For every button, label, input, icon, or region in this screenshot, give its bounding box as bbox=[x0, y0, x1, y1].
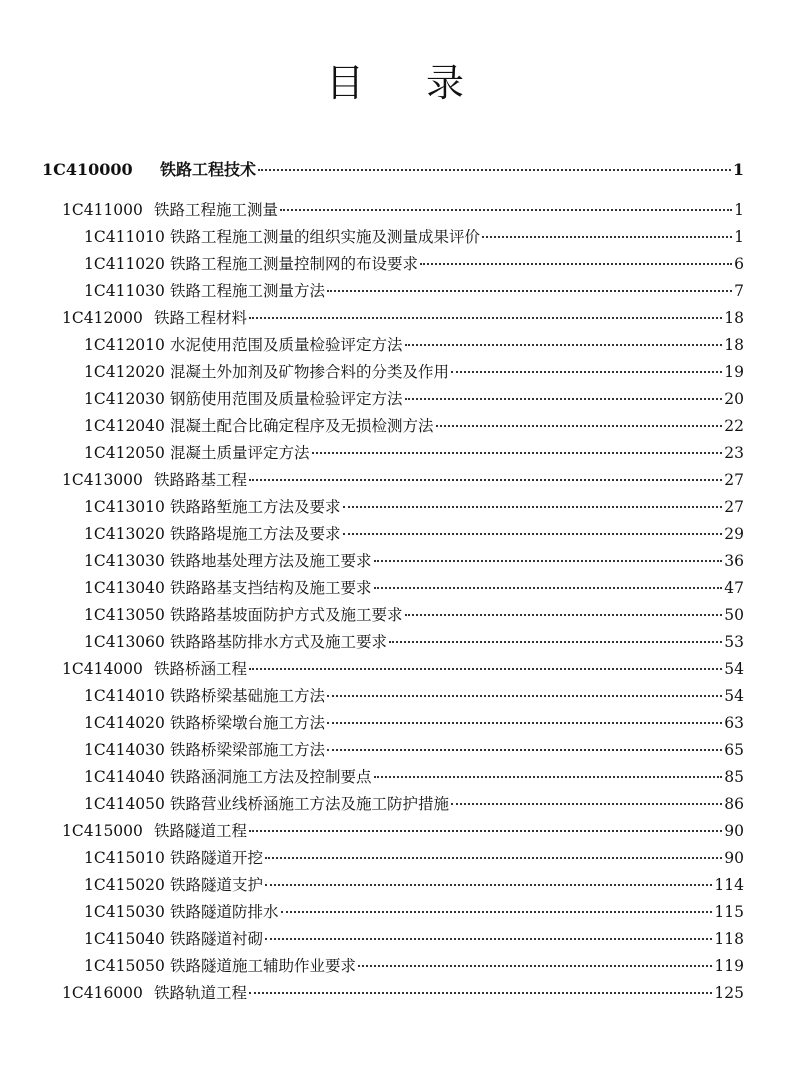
toc-entry-code: 1C414030 bbox=[84, 741, 165, 759]
toc-entry-code: 1C413030 bbox=[84, 552, 165, 570]
dot-leader bbox=[451, 371, 722, 373]
dot-leader bbox=[249, 992, 712, 994]
toc-entry-title: 铁路隧道支护 bbox=[170, 876, 264, 894]
page-title bbox=[0, 52, 790, 107]
toc-entry-code: 1C415030 bbox=[84, 903, 165, 921]
toc-entry[interactable] bbox=[84, 630, 744, 656]
toc-entry[interactable] bbox=[84, 684, 744, 710]
toc-entry-title: 铁路轨道工程 bbox=[154, 984, 248, 1002]
toc-entry-code: 1C413020 bbox=[84, 525, 165, 543]
toc-entry-page: 1 bbox=[734, 201, 744, 219]
toc-entry-title: 铁路桥梁基础施工方法 bbox=[170, 687, 326, 705]
toc-entry-code: 1C412000 bbox=[62, 309, 143, 327]
toc-entry-code: 1C414040 bbox=[84, 768, 165, 786]
dot-leader bbox=[405, 344, 723, 346]
toc-entry[interactable] bbox=[84, 549, 744, 575]
toc-entry[interactable] bbox=[42, 157, 744, 183]
dot-leader bbox=[265, 857, 722, 859]
toc-entry[interactable] bbox=[84, 900, 744, 926]
toc-entry-title: 铁路隧道施工辅助作业要求 bbox=[170, 957, 357, 975]
toc-entry-code: 1C412040 bbox=[84, 417, 165, 435]
dot-leader bbox=[343, 533, 723, 535]
toc-entry[interactable] bbox=[84, 576, 744, 602]
toc-entry-title: 铁路隧道衬砌 bbox=[170, 930, 264, 948]
toc-entry-code: 1C411030 bbox=[84, 282, 165, 300]
toc-entry-code: 1C412020 bbox=[84, 363, 165, 381]
toc-entry-page: 47 bbox=[724, 579, 744, 597]
toc-entry-page: 50 bbox=[724, 606, 744, 624]
toc-entry[interactable] bbox=[84, 441, 744, 467]
toc-entry[interactable] bbox=[84, 387, 744, 413]
toc-entry[interactable] bbox=[62, 819, 744, 845]
toc-entry-title: 铁路隧道工程 bbox=[154, 822, 248, 840]
toc-entry[interactable] bbox=[84, 252, 744, 278]
toc-entry-page: 23 bbox=[724, 444, 744, 462]
dot-leader bbox=[374, 776, 723, 778]
toc-entry-page: 125 bbox=[714, 984, 744, 1002]
dot-leader bbox=[343, 506, 723, 508]
toc-entry-page: 54 bbox=[724, 660, 744, 678]
toc-entry-code: 1C415000 bbox=[62, 822, 143, 840]
toc-entry-page: 20 bbox=[724, 390, 744, 408]
toc-entry-page: 1 bbox=[732, 160, 744, 179]
toc-entry-code: 1C414010 bbox=[84, 687, 165, 705]
toc-entry-page: 18 bbox=[724, 309, 744, 327]
toc-entry[interactable] bbox=[84, 333, 744, 359]
toc-entry-title: 铁路路基防排水方式及施工要求 bbox=[170, 633, 388, 651]
toc-entry-code: 1C415040 bbox=[84, 930, 165, 948]
dot-leader bbox=[265, 938, 712, 940]
toc-entry-title: 铁路地基处理方法及施工要求 bbox=[170, 552, 372, 570]
dot-leader bbox=[405, 398, 723, 400]
dot-leader bbox=[389, 641, 722, 643]
toc-entry-code: 1C412030 bbox=[84, 390, 165, 408]
toc-entry-title: 铁路路基工程 bbox=[154, 471, 248, 489]
toc-entry[interactable] bbox=[84, 279, 744, 305]
toc-entry[interactable] bbox=[62, 468, 744, 494]
toc-entry-title: 铁路隧道开挖 bbox=[170, 849, 264, 867]
toc-entry-title: 水泥使用范围及质量检验评定方法 bbox=[170, 336, 403, 354]
toc-entry[interactable] bbox=[84, 360, 744, 386]
dot-leader bbox=[482, 236, 732, 238]
toc-entry-code: 1C413050 bbox=[84, 606, 165, 624]
dot-leader bbox=[405, 614, 723, 616]
title-char-2: 录 bbox=[426, 61, 465, 105]
dot-leader bbox=[374, 587, 723, 589]
toc-entry-title: 混凝土质量评定方法 bbox=[170, 444, 310, 462]
toc-entry-page: 86 bbox=[724, 795, 744, 813]
toc-entry[interactable] bbox=[84, 738, 744, 764]
dot-leader bbox=[249, 668, 722, 670]
toc-entry-page: 54 bbox=[724, 687, 744, 705]
toc-entry-code: 1C416000 bbox=[62, 984, 143, 1002]
toc-entry[interactable] bbox=[84, 846, 744, 872]
toc-entry-code: 1C413000 bbox=[62, 471, 143, 489]
toc-entry[interactable] bbox=[84, 603, 744, 629]
toc-entry-page: 7 bbox=[734, 282, 744, 300]
toc-entry-page: 115 bbox=[714, 903, 744, 921]
toc-entry[interactable] bbox=[84, 954, 744, 980]
toc-entry[interactable] bbox=[84, 225, 744, 251]
toc-entry-page: 65 bbox=[724, 741, 744, 759]
toc-entry-title: 铁路桥梁梁部施工方法 bbox=[170, 741, 326, 759]
toc-entry-page: 22 bbox=[724, 417, 744, 435]
toc-entry-code: 1C411020 bbox=[84, 255, 165, 273]
title-char-1: 目 bbox=[325, 61, 364, 105]
toc-entry-title: 铁路营业线桥涵施工方法及施工防护措施 bbox=[170, 795, 450, 813]
toc-entry-title: 铁路工程施工测量 bbox=[154, 201, 279, 219]
dot-leader bbox=[249, 830, 722, 832]
toc-entry-title: 混凝土配合比确定程序及无损检测方法 bbox=[170, 417, 434, 435]
toc-entry-page: 63 bbox=[724, 714, 744, 732]
toc-entry[interactable] bbox=[84, 711, 744, 737]
toc-entry-page: 18 bbox=[724, 336, 744, 354]
toc-entry[interactable] bbox=[84, 522, 744, 548]
toc-entry-title: 铁路工程施工测量的组织实施及测量成果评价 bbox=[170, 228, 481, 246]
dot-leader bbox=[420, 263, 732, 265]
toc-entry[interactable] bbox=[84, 414, 744, 440]
toc-entry[interactable] bbox=[84, 873, 744, 899]
toc-entry-code: 1C412050 bbox=[84, 444, 165, 462]
dot-leader bbox=[451, 803, 722, 805]
dot-leader bbox=[265, 884, 712, 886]
dot-leader bbox=[436, 425, 723, 427]
dot-leader bbox=[258, 169, 731, 171]
toc-entry[interactable] bbox=[84, 765, 744, 791]
toc-entry-code: 1C413060 bbox=[84, 633, 165, 651]
toc-entry-code: 1C411000 bbox=[62, 201, 143, 219]
toc-entry-code: 1C412010 bbox=[84, 336, 165, 354]
toc-entry-code: 1C414050 bbox=[84, 795, 165, 813]
toc-entry[interactable] bbox=[62, 657, 744, 683]
toc-entry-code: 1C415010 bbox=[84, 849, 165, 867]
toc-entry-page: 27 bbox=[724, 498, 744, 516]
dot-leader bbox=[281, 911, 713, 913]
toc-entry-page: 53 bbox=[724, 633, 744, 651]
toc-entry-code: 1C415020 bbox=[84, 876, 165, 894]
dot-leader bbox=[327, 722, 722, 724]
toc-entry[interactable] bbox=[62, 306, 744, 332]
dot-leader bbox=[312, 452, 723, 454]
dot-leader bbox=[249, 479, 722, 481]
toc-entry-title: 钢筋使用范围及质量检验评定方法 bbox=[170, 390, 403, 408]
toc-entry[interactable] bbox=[84, 927, 744, 953]
toc-entry-page: 85 bbox=[724, 768, 744, 786]
toc-entry-code: 1C415050 bbox=[84, 957, 165, 975]
toc-entry-page: 90 bbox=[724, 822, 744, 840]
toc-entry-title: 铁路工程施工测量控制网的布设要求 bbox=[170, 255, 419, 273]
toc-entry-title: 铁路工程施工测量方法 bbox=[170, 282, 326, 300]
toc-entry-code: 1C414000 bbox=[62, 660, 143, 678]
dot-leader bbox=[327, 290, 732, 292]
dot-leader bbox=[374, 560, 723, 562]
toc-entry-page: 27 bbox=[724, 471, 744, 489]
toc-entry-title: 铁路路堑施工方法及要求 bbox=[170, 498, 341, 516]
dot-leader bbox=[358, 965, 712, 967]
toc-entry-code: 1C410000 bbox=[42, 160, 133, 179]
toc-entry[interactable] bbox=[62, 198, 744, 224]
toc-entry-title: 铁路路基支挡结构及施工要求 bbox=[170, 579, 372, 597]
toc-entry-title: 铁路工程材料 bbox=[154, 309, 248, 327]
toc-entry-page: 19 bbox=[724, 363, 744, 381]
toc-entry-page: 119 bbox=[714, 957, 744, 975]
toc-entry-title: 铁路隧道防排水 bbox=[170, 903, 279, 921]
toc-entry-title: 铁路路基坡面防护方式及施工要求 bbox=[170, 606, 403, 624]
toc-entry-page: 90 bbox=[724, 849, 744, 867]
dot-leader bbox=[249, 317, 722, 319]
toc-entry-code: 1C414020 bbox=[84, 714, 165, 732]
toc-entry[interactable] bbox=[84, 792, 744, 818]
toc-entry[interactable] bbox=[84, 495, 744, 521]
toc-entry-title: 混凝土外加剂及矿物掺合料的分类及作用 bbox=[170, 363, 450, 381]
toc-entry-page: 29 bbox=[724, 525, 744, 543]
toc-entry-code: 1C413040 bbox=[84, 579, 165, 597]
toc-entry-page: 6 bbox=[734, 255, 744, 273]
toc-entry-title: 铁路路堤施工方法及要求 bbox=[170, 525, 341, 543]
dot-leader bbox=[280, 209, 732, 211]
toc-entry-title: 铁路涵洞施工方法及控制要点 bbox=[170, 768, 372, 786]
toc-entry-title: 铁路工程技术 bbox=[160, 160, 257, 179]
dot-leader bbox=[327, 749, 722, 751]
toc-entry-code: 1C411010 bbox=[84, 228, 165, 246]
toc-entry-page: 114 bbox=[714, 876, 744, 894]
toc-entry-page: 118 bbox=[714, 930, 744, 948]
toc-entry-title: 铁路桥梁墩台施工方法 bbox=[170, 714, 326, 732]
dot-leader bbox=[327, 695, 722, 697]
toc-entry-page: 1 bbox=[734, 228, 744, 246]
toc-entry-code: 1C413010 bbox=[84, 498, 165, 516]
toc-entry-title: 铁路桥涵工程 bbox=[154, 660, 248, 678]
toc-entry-page: 36 bbox=[724, 552, 744, 570]
toc-entry[interactable] bbox=[62, 981, 744, 1007]
